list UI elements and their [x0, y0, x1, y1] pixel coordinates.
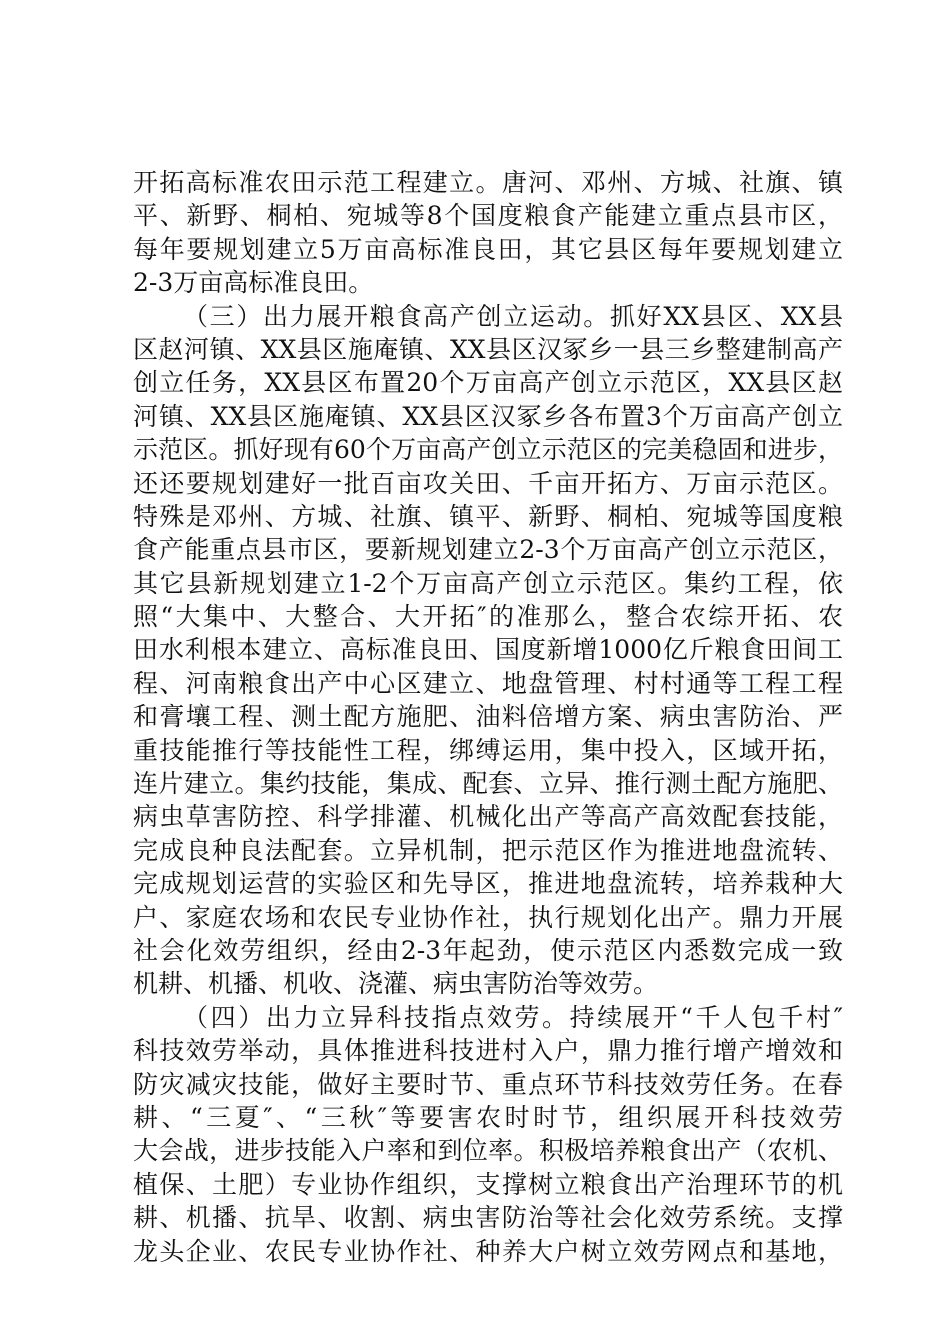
document-body [133, 166, 843, 1268]
text-line: 户、家庭农场和农民专业协作社，执行规划化出产。鼎力开展 [133, 902, 843, 932]
text-line: 每年要规划建立5万亩高标准良田，其它县区每年要规划建立 [133, 234, 843, 264]
text-line: 社会化效劳组织，经由2-3年起劲，使示范区内悉数完成一致 [133, 935, 843, 965]
text-line: 食产能重点县市区，要新规划建立2-3个万亩高产创立示范区， [133, 535, 843, 565]
text-line: 机耕、机播、机收、浇灌、病虫害防治等效劳。 [133, 969, 659, 999]
text-line: 植保、土肥）专业协作组织，支撑树立粮食出产治理环节的机 [133, 1169, 843, 1199]
text-line: 区赵河镇、XX县区施庵镇、XX县区汉冢乡一县三乡整建制高产 [133, 334, 843, 364]
text-line: 防灾减灾技能，做好主要时节、重点环节科技效劳任务。在春 [133, 1069, 843, 1099]
text-line: 平、新野、桐柏、宛城等8个国度粮食产能建立重点县市区， [133, 201, 843, 231]
text-line: 完成良种良法配套。立异机制，把示范区作为推进地盘流转、 [133, 835, 843, 865]
text-line: 河镇、XX县区施庵镇、XX县区汉冢乡各布置3个万亩高产创立 [133, 401, 843, 431]
paragraph-first-line: （三）出力展开粮食高产创立运动。抓好XX县区、XX县 [183, 301, 843, 331]
text-line: 病虫草害防控、科学排灌、机械化出产等高产高效配套技能， [133, 802, 843, 832]
text-line: 耕、“三夏″、“三秋″等要害农时时节，组织展开科技效劳 [133, 1102, 843, 1132]
text-line: 田水利根本建立、高标准良田、国度新增1000亿斤粮食田间工 [133, 635, 843, 665]
text-line: 还还要规划建好一批百亩攻关田、千亩开拓方、万亩示范区。 [133, 468, 843, 498]
paragraph-first-line: （四）出力立异科技指点效劳。持续展开“千人包千村″ [183, 1002, 843, 1032]
text-line: 程、河南粮食出产中心区建立、地盘管理、村村通等工程工程 [133, 668, 843, 698]
text-line: 其它县新规划建立1-2个万亩高产创立示范区。集约工程，依 [133, 568, 843, 598]
text-line: 完成规划运营的实验区和先导区，推进地盘流转，培养栽种大 [133, 869, 843, 899]
text-line: 创立任务，XX县区布置20个万亩高产创立示范区，XX县区赵 [133, 368, 843, 398]
text-line: 科技效劳举动，具体推进科技进村入户，鼎力推行增产增效和 [133, 1036, 843, 1066]
text-line: 特殊是邓州、方城、社旗、镇平、新野、桐柏、宛城等国度粮 [133, 501, 843, 531]
text-line: 龙头企业、农民专业协作社、种养大户树立效劳网点和基地， [133, 1236, 843, 1266]
text-line: 重技能推行等技能性工程，绑缚运用，集中投入，区域开拓， [133, 735, 843, 765]
text-line: 和膏壤工程、测土配方施肥、油料倍增方案、病虫害防治、严 [133, 702, 843, 732]
text-line: 连片建立。集约技能，集成、配套、立异、推行测土配方施肥、 [133, 769, 843, 799]
text-line: 2-3万亩高标准良田。 [133, 268, 374, 298]
text-line: 开拓高标准农田示范工程建立。唐河、邓州、方城、社旗、镇 [133, 168, 843, 197]
text-line: 耕、机播、抗旱、收割、病虫害防治等社会化效劳系统。支撑 [133, 1203, 843, 1233]
text-line: 大会战，进步技能入户率和到位率。积极培养粮食出产（农机、 [133, 1136, 843, 1166]
text-line: 示范区。抓好现有60个万亩高产创立示范区的完美稳固和进步， [133, 435, 843, 465]
text-line: 照“大集中、大整合、大开拓″的准那么，整合农综开拓、农 [133, 602, 843, 632]
